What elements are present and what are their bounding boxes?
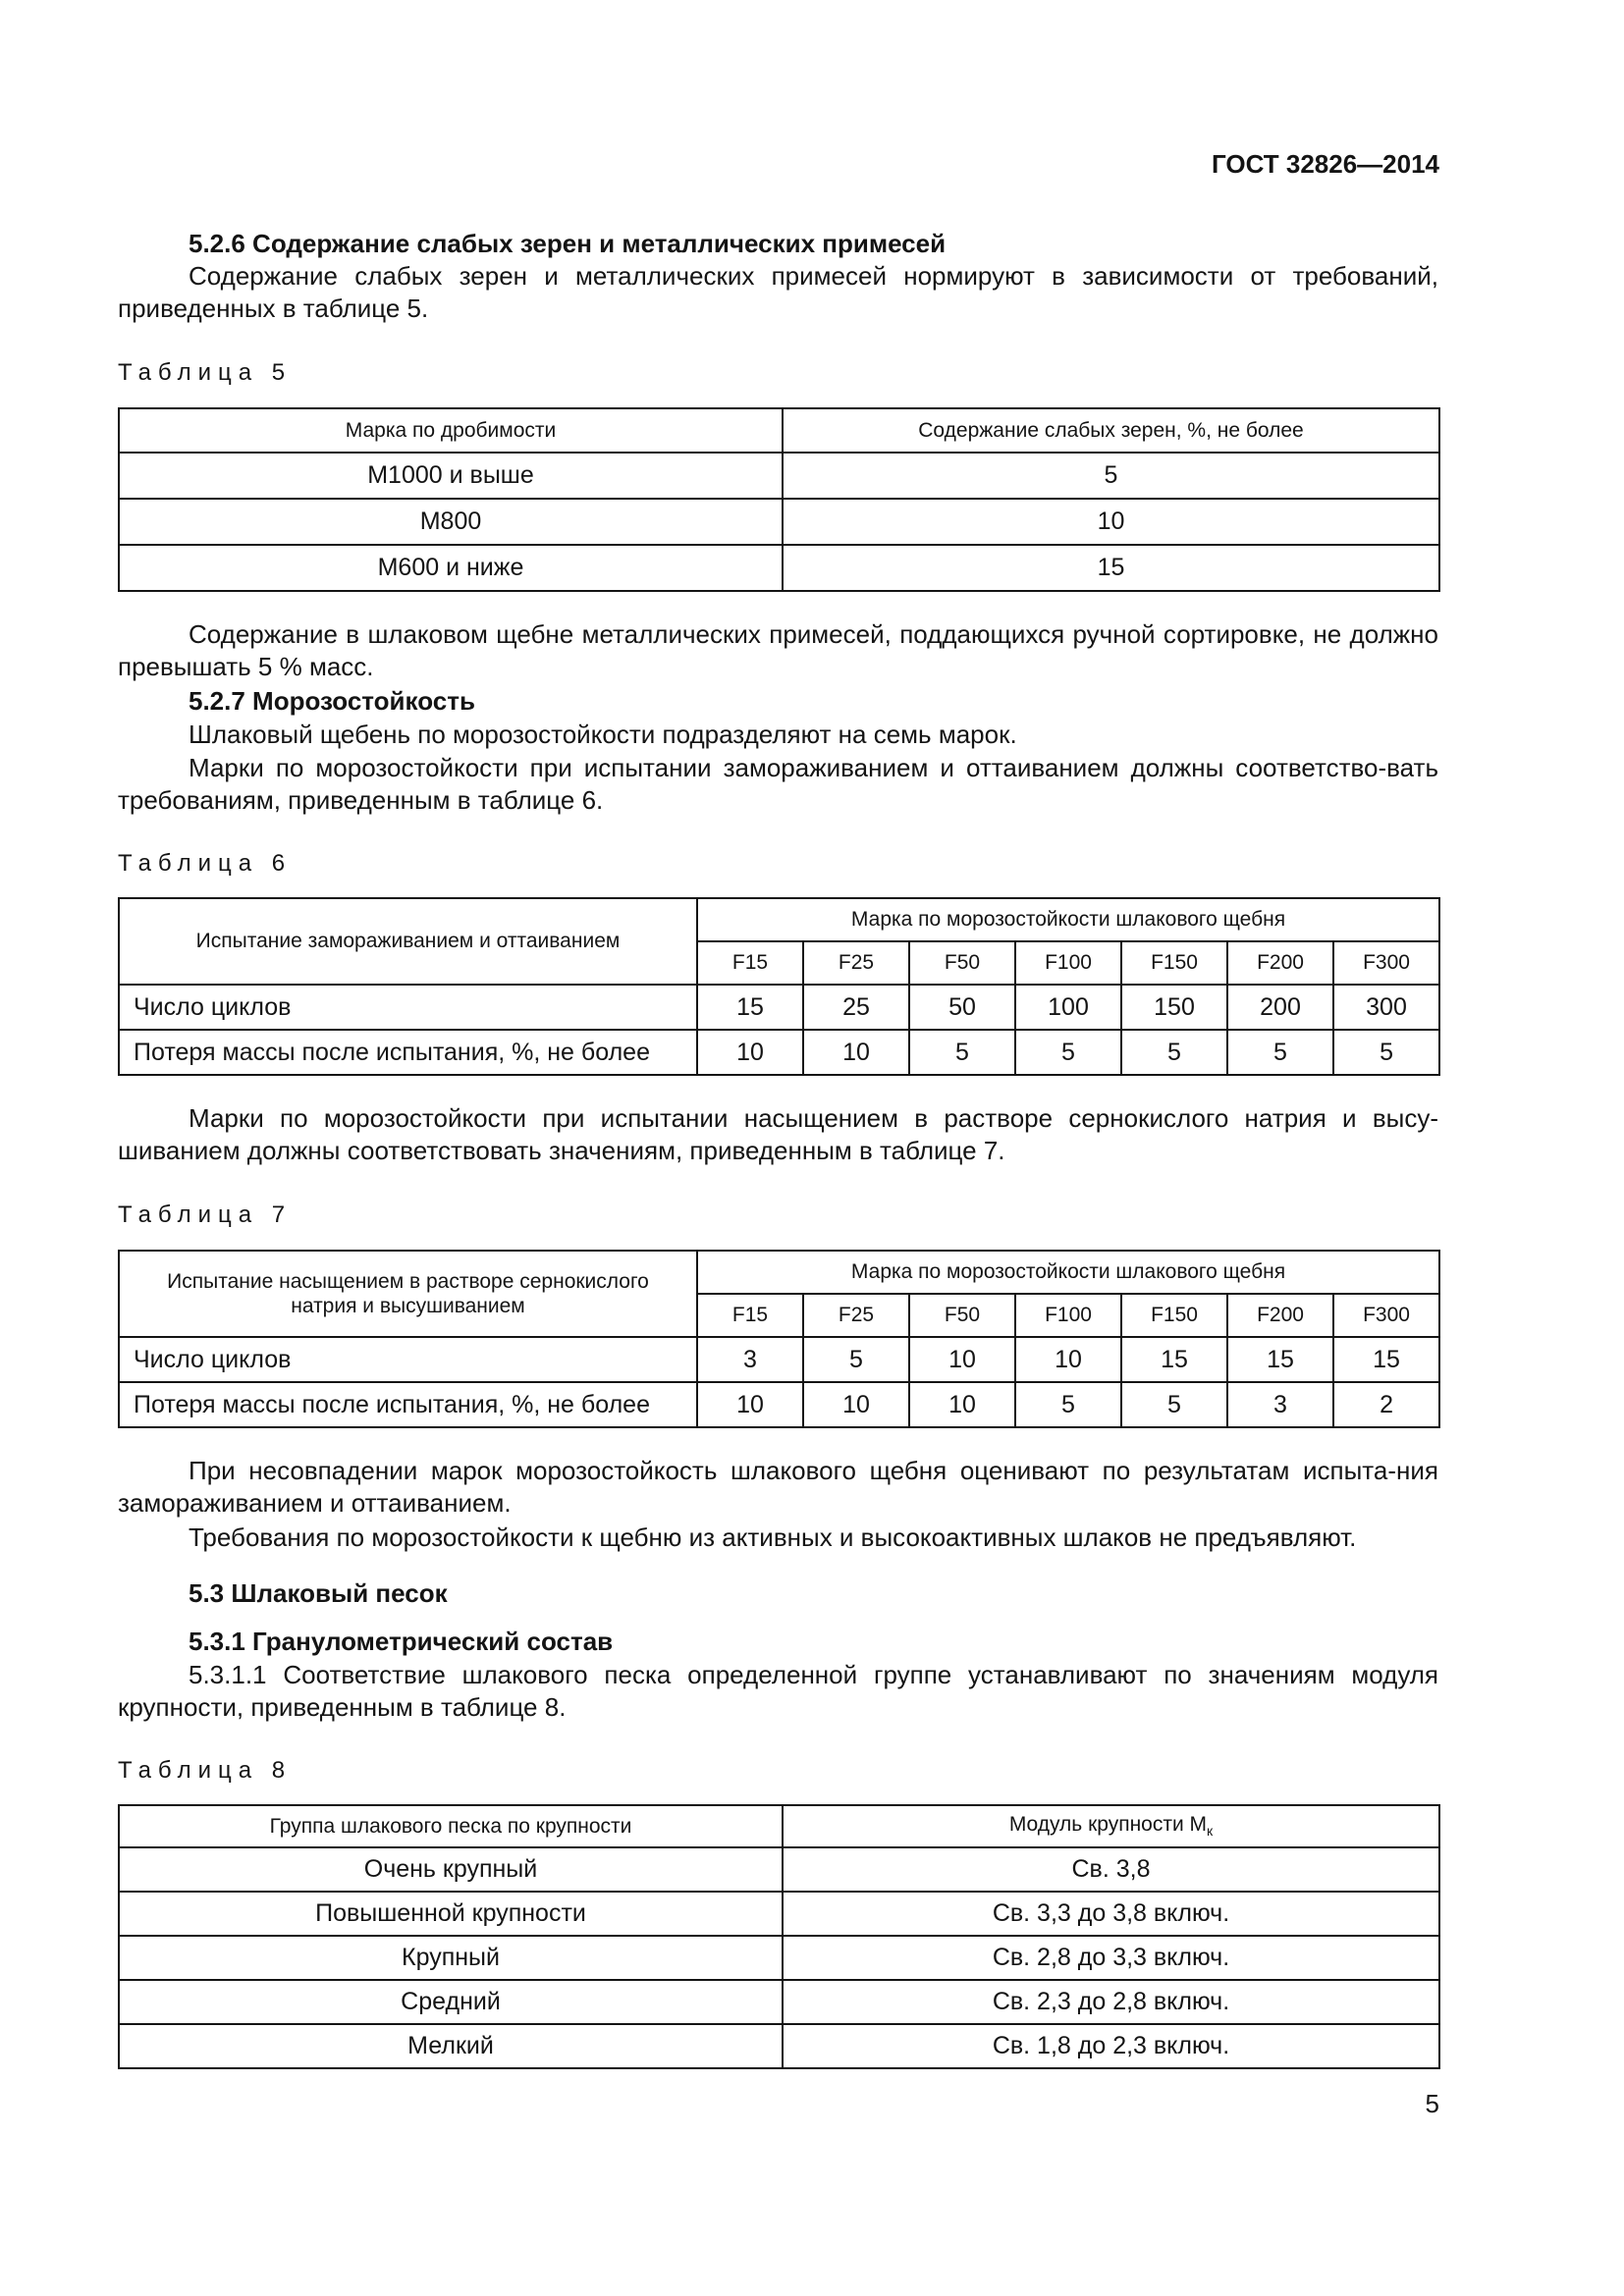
table-5-header-grade: Марка по дробимости [119, 408, 783, 453]
table-6-grade-header: F25 [803, 941, 909, 985]
table-8-cell: Очень крупный [119, 1847, 783, 1892]
page-number: 5 [1425, 2089, 1439, 2118]
table-7-cell: 10 [1015, 1337, 1121, 1382]
table-8-cell: Мелкий [119, 2024, 783, 2068]
table-8 [118, 1804, 1440, 2069]
table-6-caption: Таблица 6 [118, 850, 293, 877]
table-7-grade-header: F50 [909, 1294, 1015, 1337]
table-8-header-modulus [783, 1805, 1439, 1847]
metal-impurities-paragraph: Содержание в шлаковом щебне металлических примесей, поддающихся ручной сортировке, не должно превышать 5 % масс. [118, 619, 1438, 681]
document-header: ГОСТ 32826—2014 [1212, 149, 1439, 179]
table-7-row-label: Потеря массы после испытания, %, не более [119, 1382, 697, 1427]
table-7-grade-header: F100 [1015, 1294, 1121, 1337]
table-7-group-header: Марка по морозостойкости шлакового щебня [697, 1251, 1439, 1294]
section-5-3-1-1-paragraph: 5.3.1.1 Соответствие шлакового песка определенной группе устанавливают по значениям модуля крупности, приведенным в таблице 8. [118, 1660, 1438, 1722]
table-8-cell: Св. 3,3 до 3,8 включ. [783, 1892, 1439, 1936]
section-5-2-6-heading: 5.2.6 Содержание слабых зерен и металлических примесей [189, 229, 947, 258]
table-6 [118, 897, 1440, 1076]
table-7 [118, 1250, 1440, 1428]
table-8-cell: Средний [119, 1980, 783, 2024]
table-7-grade-header: F200 [1227, 1294, 1333, 1337]
table-6-grade-header: F300 [1333, 941, 1439, 985]
table-6-cell: 50 [909, 985, 1015, 1030]
table-7-cell: 5 [1015, 1382, 1121, 1427]
table-5-cell: М600 и ниже [119, 545, 783, 591]
section-5-2-6-paragraph: Содержание слабых зерен и металлических примесей нормируют в зависимости от требований, приведенных в таблице 5. [118, 261, 1438, 323]
table-6-cell: 100 [1015, 985, 1121, 1030]
table-5-cell: 15 [783, 545, 1439, 591]
table-6-grade-header: F100 [1015, 941, 1121, 985]
table-6-cell: 10 [803, 1030, 909, 1075]
table-8-header-modulus-subscript: к [1207, 1823, 1214, 1840]
table-5-header-content: Содержание слабых зерен, %, не более [783, 408, 1439, 453]
table-6-grade-header: F150 [1121, 941, 1227, 985]
table-6-cell: 5 [1333, 1030, 1439, 1075]
table-8-cell: Св. 2,8 до 3,3 включ. [783, 1936, 1439, 1980]
table-8-cell: Св. 3,8 [783, 1847, 1439, 1892]
table-7-cell: 5 [803, 1337, 909, 1382]
table-7-grade-header: F150 [1121, 1294, 1227, 1337]
table-6-cell: 5 [1121, 1030, 1227, 1075]
section-5-2-7-paragraph-1: Шлаковый щебень по морозостойкости подразделяют на семь марок. [189, 720, 1017, 749]
table-6-cell: 5 [1227, 1030, 1333, 1075]
table-6-cell: 15 [697, 985, 803, 1030]
table-7-caption: Таблица 7 [118, 1201, 293, 1228]
table-6-grade-header: F50 [909, 941, 1015, 985]
section-5-2-7-paragraph-2: Марки по морозостойкости при испытании замораживанием и оттаиванием должны соответство-вать требованиям, приведенным в таблице 6. [118, 753, 1438, 815]
table-6-cell: 10 [697, 1030, 803, 1075]
section-5-3-heading: 5.3 Шлаковый песок [189, 1578, 448, 1608]
table-6-corner-header: Испытание замораживанием и оттаиванием [119, 898, 697, 985]
table-6-row-label: Потеря массы после испытания, %, не более [119, 1030, 697, 1075]
table-5-cell: 5 [783, 453, 1439, 499]
table-6-row-label: Число циклов [119, 985, 697, 1030]
table-6-grade-header: F15 [697, 941, 803, 985]
table-7-cell: 2 [1333, 1382, 1439, 1427]
table-5-cell: М800 [119, 499, 783, 545]
table-7-cell: 15 [1121, 1337, 1227, 1382]
table-6-cell: 150 [1121, 985, 1227, 1030]
table-7-cell: 15 [1227, 1337, 1333, 1382]
table-8-cell: Повышенной крупности [119, 1892, 783, 1936]
table-5-cell: 10 [783, 499, 1439, 545]
sulfate-test-paragraph: Марки по морозостойкости при испытании насыщением в растворе сернокислого натрия и высу-шиванием должны соответствовать значениям, приведенным в таблице 7. [118, 1103, 1438, 1165]
section-5-2-7-heading: 5.2.7 Морозостойкость [189, 686, 475, 716]
table-7-cell: 10 [697, 1382, 803, 1427]
table-7-corner-header: Испытание насыщением в растворе сернокислого натрия и высушиванием [119, 1251, 697, 1337]
table-6-cell: 5 [1015, 1030, 1121, 1075]
table-7-cell: 10 [803, 1382, 909, 1427]
table-8-header-modulus-text: Модуль крупности М [1008, 1813, 1208, 1837]
table-7-cell: 5 [1121, 1382, 1227, 1427]
table-6-cell: 5 [909, 1030, 1015, 1075]
mismatch-paragraph: При несовпадении марок морозостойкость шлакового щебня оценивают по результатам испыта-ния замораживанием и оттаиванием. [118, 1456, 1438, 1518]
table-8-cell: Св. 2,3 до 2,8 включ. [783, 1980, 1439, 2024]
active-slag-paragraph: Требования по морозостойкости к щебню из активных и высокоактивных шлаков не предъявляют. [189, 1522, 1357, 1552]
table-6-cell: 200 [1227, 985, 1333, 1030]
table-6-cell: 300 [1333, 985, 1439, 1030]
table-7-row-label: Число циклов [119, 1337, 697, 1382]
table-6-grade-header: F200 [1227, 941, 1333, 985]
table-7-cell: 10 [909, 1337, 1015, 1382]
table-6-group-header: Марка по морозостойкости шлакового щебня [697, 898, 1439, 941]
table-7-cell: 3 [697, 1337, 803, 1382]
table-7-grade-header: F25 [803, 1294, 909, 1337]
section-5-3-1-heading: 5.3.1 Гранулометрический состав [189, 1627, 614, 1656]
table-5-caption: Таблица 5 [118, 359, 293, 386]
table-7-cell: 3 [1227, 1382, 1333, 1427]
table-5-cell: М1000 и выше [119, 453, 783, 499]
table-8-header-group: Группа шлакового песка по крупности [119, 1805, 783, 1847]
table-5 [118, 407, 1440, 592]
table-6-cell: 25 [803, 985, 909, 1030]
table-8-cell: Св. 1,8 до 2,3 включ. [783, 2024, 1439, 2068]
table-7-grade-header: F15 [697, 1294, 803, 1337]
table-8-caption: Таблица 8 [118, 1757, 293, 1784]
table-7-cell: 15 [1333, 1337, 1439, 1382]
table-8-cell: Крупный [119, 1936, 783, 1980]
table-7-grade-header: F300 [1333, 1294, 1439, 1337]
table-7-cell: 10 [909, 1382, 1015, 1427]
